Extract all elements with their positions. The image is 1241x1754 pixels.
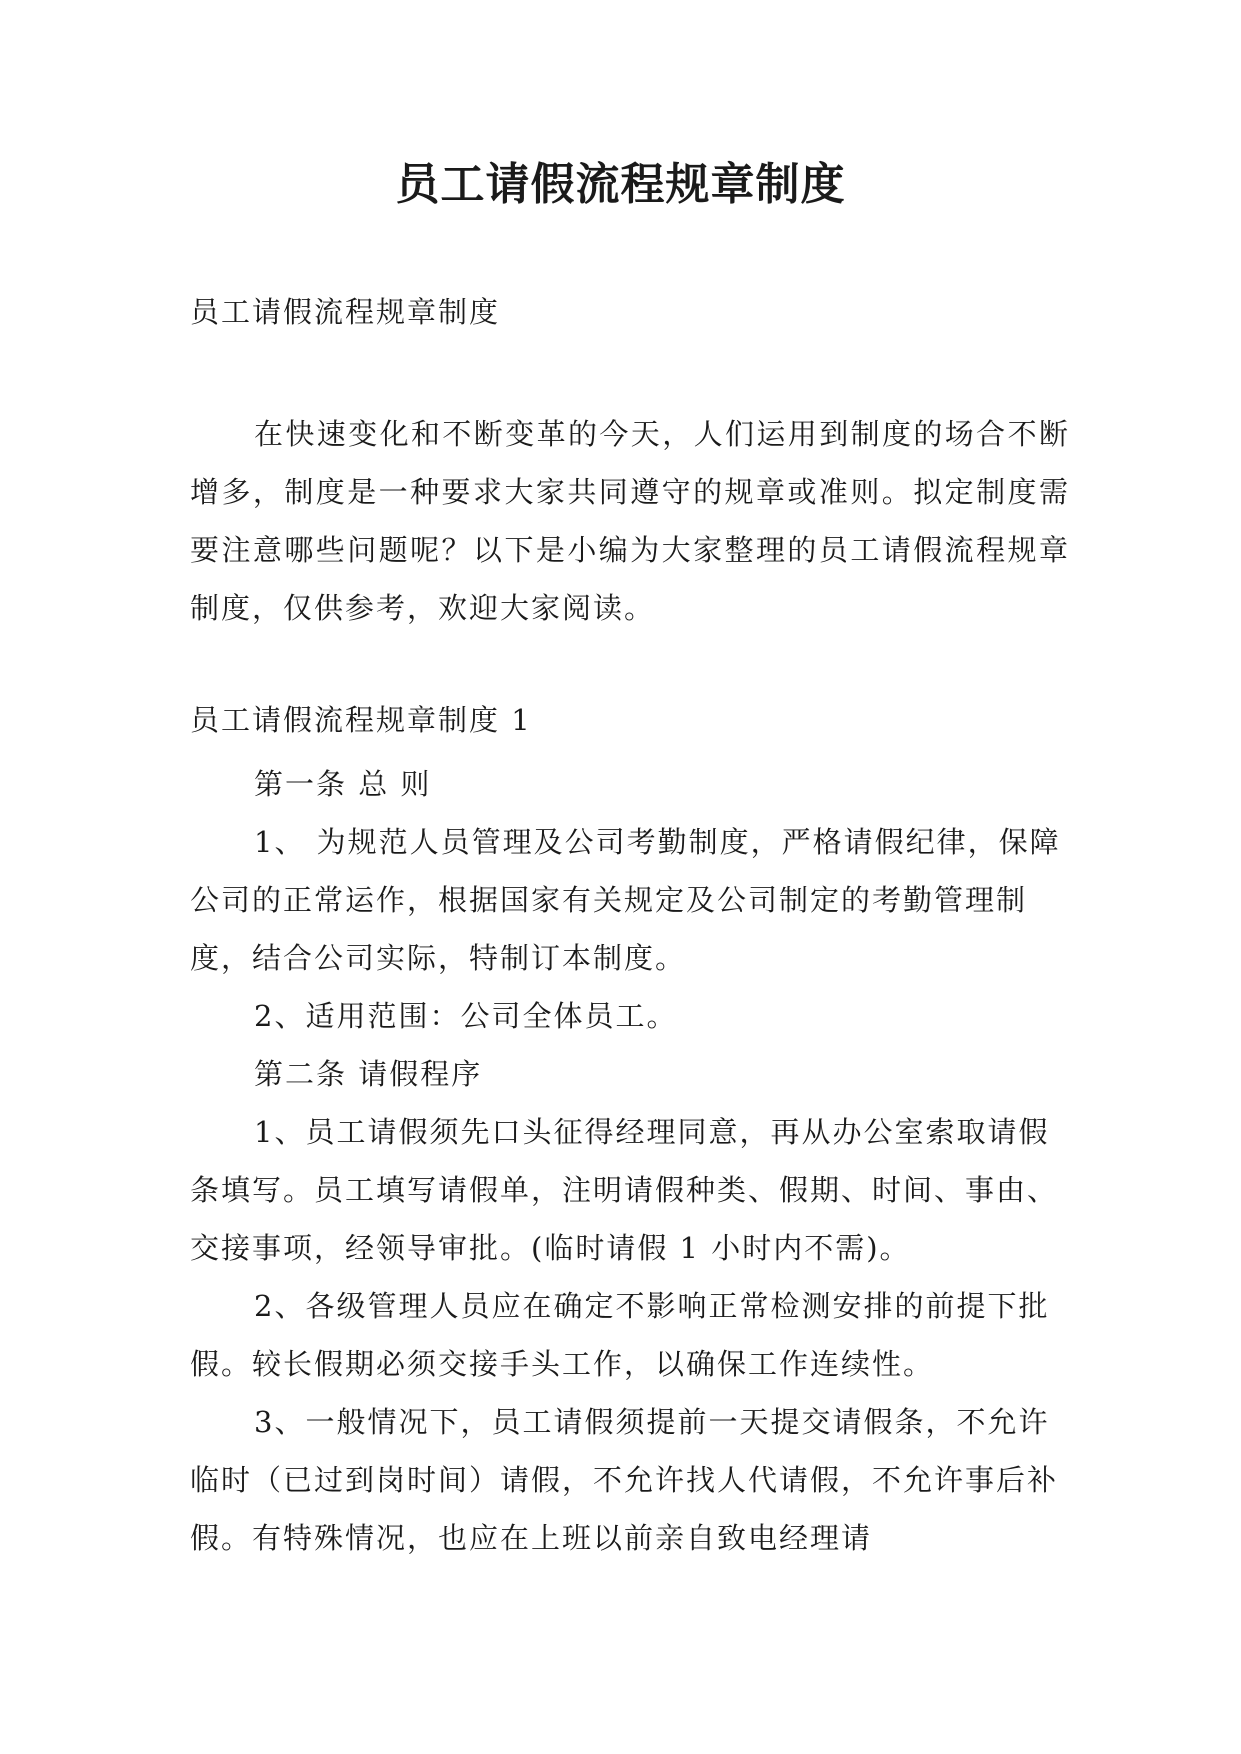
body-paragraph: 1、员工请假须先口头征得经理同意，再从办公室索取请假条填写。员工填写请假单，注明请假种类、假期、时间、事由、交接事项，经领导审批。(临时请假 1 小时内不需)。 bbox=[190, 1115, 1059, 1265]
section-title: 员工请假流程规章制度 1 bbox=[190, 703, 532, 737]
document-subtitle: 员工请假流程规章制度 bbox=[190, 295, 501, 329]
article-heading-2: 第二条 请假程序 bbox=[254, 1057, 483, 1091]
body-paragraph: 1、 为规范人员管理及公司考勤制度，严格请假纪律，保障公司的正常运作，根据国家有关规定及公司制定的考勤管理制度，结合公司实际，特制订本制度。 bbox=[190, 825, 1061, 975]
intro-paragraph: 在快速变化和不断变革的今天，人们运用到制度的场合不断增多，制度是一种要求大家共同遵守的规章或准则。拟定制度需要注意哪些问题呢？以下是小编为大家整理的员工请假流程规章制度，仅供参考，欢迎大家阅读。 bbox=[190, 417, 1070, 625]
body-paragraph: 3、一般情况下，员工请假须提前一天提交请假条，不允许临时（已过到岗时间）请假，不允许找人代请假，不允许事后补假。有特殊情况，也应在上班以前亲自致电经理请 bbox=[190, 1405, 1059, 1555]
body-paragraph: 2、适用范围：公司全体员工。 bbox=[254, 999, 678, 1033]
article-heading-1: 第一条 总 则 bbox=[254, 767, 432, 801]
document-title: 员工请假流程规章制度 bbox=[395, 159, 846, 210]
body-paragraph: 2、各级管理人员应在确定不影响正常检测安排的前提下批假。较长假期必须交接手头工作，以确保工作连续性。 bbox=[190, 1289, 1050, 1381]
section-body bbox=[190, 755, 1070, 1567]
